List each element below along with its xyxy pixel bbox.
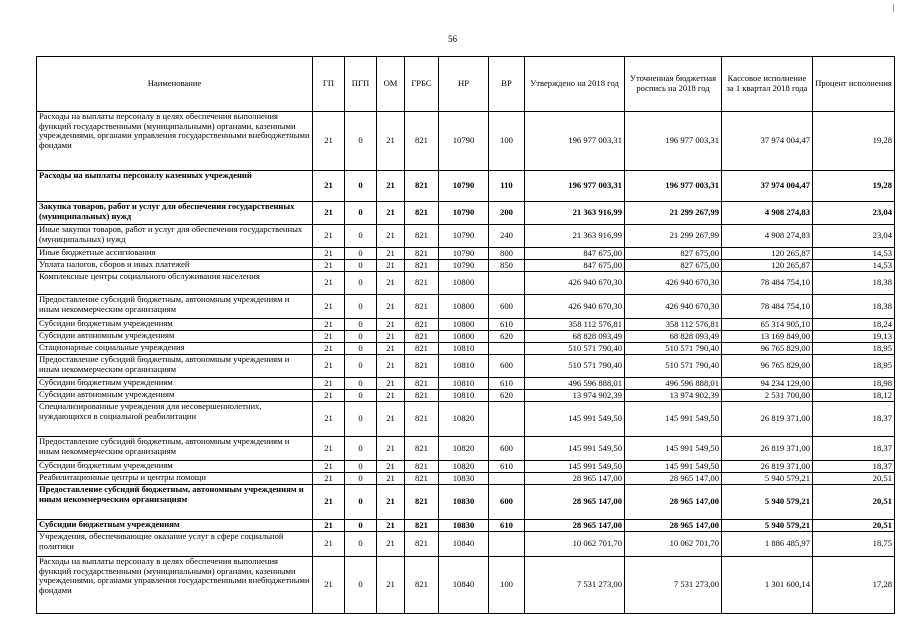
cell-approved: 145 991 549,50 — [525, 402, 625, 437]
cell-approved: 145 991 549,50 — [525, 461, 625, 473]
cell-vr — [489, 343, 525, 355]
cell-nr: 10790 — [439, 202, 489, 225]
table-row — [37, 171, 895, 202]
cell-approved: 426 940 670,30 — [525, 272, 625, 295]
cell-cash: 26 819 371,00 — [722, 402, 813, 437]
header-grbs: ГРБС — [405, 57, 439, 112]
cell-cash: 26 819 371,00 — [722, 461, 813, 473]
cell-grbs: 821 — [405, 272, 439, 295]
cell-grbs: 821 — [405, 343, 439, 355]
cell-om: 21 — [377, 355, 405, 378]
cell-pgp: 0 — [345, 331, 377, 343]
cell-approved: 68 828 093,49 — [525, 331, 625, 343]
cell-refined: 145 991 549,50 — [625, 437, 722, 461]
cell-refined: 196 977 003,31 — [625, 171, 722, 202]
cell-nr: 10800 — [439, 331, 489, 343]
cell-refined: 358 112 576,81 — [625, 319, 722, 331]
cell-om: 21 — [377, 171, 405, 202]
cell-gp: 21 — [313, 355, 345, 378]
cell-pgp: 0 — [345, 343, 377, 355]
cell-refined: 510 571 790,40 — [625, 343, 722, 355]
cell-grbs: 821 — [405, 248, 439, 260]
cell-om: 21 — [377, 272, 405, 295]
cell-om: 21 — [377, 319, 405, 331]
cell-gp: 21 — [313, 402, 345, 437]
cell-grbs: 821 — [405, 473, 439, 485]
cell-approved: 196 977 003,31 — [525, 171, 625, 202]
table-row — [37, 202, 895, 225]
table-row — [37, 112, 895, 171]
cell-cash: 96 765 829,00 — [722, 343, 813, 355]
table-row — [37, 295, 895, 319]
cell-vr: 100 — [489, 112, 525, 171]
cell-pgp: 0 — [345, 260, 377, 272]
cell-pgp: 0 — [345, 473, 377, 485]
table-header-row — [37, 57, 895, 112]
cell-gp: 21 — [313, 248, 345, 260]
header-om: ОМ — [377, 57, 405, 112]
cell-grbs: 821 — [405, 485, 439, 520]
cell-name: Субсидии бюджетным учреждениям — [37, 461, 313, 473]
cell-vr: 620 — [489, 390, 525, 402]
table-row — [37, 437, 895, 461]
cell-om: 21 — [377, 248, 405, 260]
cell-percent: 18,75 — [813, 532, 895, 557]
cell-refined: 510 571 790,40 — [625, 355, 722, 378]
cell-name: Предоставление субсидий бюджетным, автономным учреждениям и иным некоммерческим организациям — [37, 437, 313, 461]
cell-vr: 610 — [489, 461, 525, 473]
cell-approved: 13 974 902,39 — [525, 390, 625, 402]
cell-cash: 1 301 600,14 — [722, 557, 813, 614]
cell-om: 21 — [377, 202, 405, 225]
table-row — [37, 331, 895, 343]
cell-grbs: 821 — [405, 402, 439, 437]
cell-name: Субсидии автономным учреждениям — [37, 390, 313, 402]
cell-gp: 21 — [313, 485, 345, 520]
cell-cash: 5 940 579,21 — [722, 520, 813, 532]
cell-percent: 18,12 — [813, 390, 895, 402]
cell-om: 21 — [377, 295, 405, 319]
cell-gp: 21 — [313, 272, 345, 295]
table-row — [37, 520, 895, 532]
cell-percent: 23,04 — [813, 225, 895, 248]
cell-pgp: 0 — [345, 225, 377, 248]
cell-nr: 10800 — [439, 319, 489, 331]
cell-cash: 4 908 274,83 — [722, 202, 813, 225]
cell-approved: 21 363 916,99 — [525, 225, 625, 248]
cell-pgp: 0 — [345, 557, 377, 614]
cell-refined: 10 062 701,70 — [625, 532, 722, 557]
cell-gp: 21 — [313, 319, 345, 331]
cell-grbs: 821 — [405, 171, 439, 202]
cell-vr: 610 — [489, 520, 525, 532]
cell-pgp: 0 — [345, 532, 377, 557]
cell-percent: 18,37 — [813, 402, 895, 437]
cell-cash: 96 765 829,00 — [722, 355, 813, 378]
cell-cash: 26 819 371,00 — [722, 437, 813, 461]
cell-pgp: 0 — [345, 355, 377, 378]
cell-gp: 21 — [313, 260, 345, 272]
cell-approved: 28 965 147,00 — [525, 520, 625, 532]
cell-gp: 21 — [313, 343, 345, 355]
cell-grbs: 821 — [405, 260, 439, 272]
cell-pgp: 0 — [345, 390, 377, 402]
cell-nr: 10790 — [439, 248, 489, 260]
cell-name: Субсидии бюджетным учреждениям — [37, 319, 313, 331]
cell-grbs: 821 — [405, 112, 439, 171]
cell-nr: 10800 — [439, 272, 489, 295]
cell-vr: 600 — [489, 355, 525, 378]
header-cash: Кассовое исполнение за 1 квартал 2018 года — [722, 57, 813, 112]
cell-percent: 14,53 — [813, 260, 895, 272]
header-percent: Процент исполнения — [813, 57, 895, 112]
cell-approved: 21 363 916,99 — [525, 202, 625, 225]
cell-cash: 65 314 905,10 — [722, 319, 813, 331]
cell-gp: 21 — [313, 331, 345, 343]
cell-percent: 19,13 — [813, 331, 895, 343]
cell-refined: 827 675,00 — [625, 248, 722, 260]
table-row — [37, 378, 895, 390]
cell-gp: 21 — [313, 532, 345, 557]
cell-gp: 21 — [313, 473, 345, 485]
cell-approved: 496 596 888,01 — [525, 378, 625, 390]
cell-cash: 4 908 274,83 — [722, 225, 813, 248]
cell-refined: 145 991 549,50 — [625, 402, 722, 437]
table-row — [37, 225, 895, 248]
cell-vr: 610 — [489, 319, 525, 331]
cell-om: 21 — [377, 331, 405, 343]
cell-approved: 28 965 147,00 — [525, 485, 625, 520]
cell-vr: 610 — [489, 378, 525, 390]
cell-pgp: 0 — [345, 112, 377, 171]
cell-vr — [489, 402, 525, 437]
cell-grbs: 821 — [405, 520, 439, 532]
cell-om: 21 — [377, 461, 405, 473]
cell-nr: 10790 — [439, 171, 489, 202]
cell-grbs: 821 — [405, 225, 439, 248]
cell-grbs: 821 — [405, 437, 439, 461]
cell-refined: 21 299 267,99 — [625, 225, 722, 248]
cell-om: 21 — [377, 532, 405, 557]
cell-grbs: 821 — [405, 378, 439, 390]
header-gp: ГП — [313, 57, 345, 112]
cell-cash: 5 940 579,21 — [722, 485, 813, 520]
cell-cash: 94 234 129,00 — [722, 378, 813, 390]
cell-gp: 21 — [313, 461, 345, 473]
cell-pgp: 0 — [345, 378, 377, 390]
cell-approved: 358 112 576,81 — [525, 319, 625, 331]
table-row — [37, 532, 895, 557]
cell-percent: 19,28 — [813, 171, 895, 202]
cell-pgp: 0 — [345, 171, 377, 202]
budget-table — [36, 56, 895, 614]
cell-cash: 2 531 700,00 — [722, 390, 813, 402]
cell-name: Учреждения, обеспечивающие оказание услуг в сфере социальной политики — [37, 532, 313, 557]
cell-vr — [489, 473, 525, 485]
table-row — [37, 485, 895, 520]
cell-percent: 23,04 — [813, 202, 895, 225]
cell-cash: 1 886 485,97 — [722, 532, 813, 557]
cell-name: Стационарные социальные учреждения — [37, 343, 313, 355]
cell-om: 21 — [377, 378, 405, 390]
cell-percent: 20,51 — [813, 473, 895, 485]
cell-name: Комплексные центры социального обслуживания населения — [37, 272, 313, 295]
cell-approved: 10 062 701,70 — [525, 532, 625, 557]
cell-name: Иные бюджетные ассигнования — [37, 248, 313, 260]
cell-refined: 28 965 147,00 — [625, 520, 722, 532]
cell-om: 21 — [377, 260, 405, 272]
cell-refined: 196 977 003,31 — [625, 112, 722, 171]
cell-gp: 21 — [313, 202, 345, 225]
cell-vr: 620 — [489, 331, 525, 343]
cell-refined: 496 596 888,01 — [625, 378, 722, 390]
table-row — [37, 390, 895, 402]
cell-gp: 21 — [313, 171, 345, 202]
cell-refined: 7 531 273,00 — [625, 557, 722, 614]
cell-name: Реабилитационные центры и центры помощи — [37, 473, 313, 485]
cell-cash: 78 484 754,10 — [722, 295, 813, 319]
cell-vr: 600 — [489, 295, 525, 319]
page-edge-mark — [893, 4, 894, 12]
cell-grbs: 821 — [405, 355, 439, 378]
cell-pgp: 0 — [345, 295, 377, 319]
cell-nr: 10840 — [439, 557, 489, 614]
cell-refined: 28 965 147,00 — [625, 473, 722, 485]
cell-grbs: 821 — [405, 390, 439, 402]
cell-name: Специализированные учреждения для несовершеннолетних, нуждающихся в социальной реабилитации — [37, 402, 313, 437]
cell-percent: 18,38 — [813, 295, 895, 319]
cell-pgp: 0 — [345, 437, 377, 461]
cell-vr: 200 — [489, 202, 525, 225]
table-body — [37, 112, 895, 614]
cell-approved: 847 675,00 — [525, 248, 625, 260]
cell-refined: 28 965 147,00 — [625, 485, 722, 520]
cell-percent: 18,38 — [813, 272, 895, 295]
cell-gp: 21 — [313, 437, 345, 461]
cell-name: Уплата налогов, сборов и иных платежей — [37, 260, 313, 272]
cell-grbs: 821 — [405, 295, 439, 319]
cell-name: Расходы на выплаты персоналу в целях обеспечения выполнения функций государственными (муниципальными) органами, казенными учреждениями, органами управления государственными внебюджетными фондами — [37, 557, 313, 614]
cell-approved: 196 977 003,31 — [525, 112, 625, 171]
table-row — [37, 402, 895, 437]
cell-refined: 426 940 670,30 — [625, 272, 722, 295]
cell-om: 21 — [377, 402, 405, 437]
cell-name: Предоставление субсидий бюджетным, автономным учреждениям и иным некоммерческим организациям — [37, 485, 313, 520]
cell-refined: 68 828 093,49 — [625, 331, 722, 343]
cell-percent: 18,37 — [813, 437, 895, 461]
cell-approved: 145 991 549,50 — [525, 437, 625, 461]
cell-cash: 120 265,87 — [722, 248, 813, 260]
cell-gp: 21 — [313, 378, 345, 390]
cell-percent: 17,28 — [813, 557, 895, 614]
cell-om: 21 — [377, 343, 405, 355]
table-row — [37, 248, 895, 260]
cell-vr: 240 — [489, 225, 525, 248]
cell-om: 21 — [377, 112, 405, 171]
cell-name: Предоставление субсидий бюджетным, автономным учреждениям и иным некоммерческим организациям — [37, 355, 313, 378]
cell-cash: 37 974 004,47 — [722, 171, 813, 202]
cell-om: 21 — [377, 437, 405, 461]
cell-nr: 10820 — [439, 461, 489, 473]
table-row — [37, 461, 895, 473]
cell-nr: 10810 — [439, 343, 489, 355]
cell-percent: 20,51 — [813, 520, 895, 532]
cell-om: 21 — [377, 520, 405, 532]
cell-grbs: 821 — [405, 461, 439, 473]
cell-grbs: 821 — [405, 331, 439, 343]
cell-percent: 20,51 — [813, 485, 895, 520]
cell-grbs: 821 — [405, 557, 439, 614]
cell-name: Закупка товаров, работ и услуг для обеспечения государственных (муниципальных) нужд — [37, 202, 313, 225]
cell-refined: 13 974 902,39 — [625, 390, 722, 402]
cell-gp: 21 — [313, 295, 345, 319]
cell-percent: 14,53 — [813, 248, 895, 260]
header-nr: НР — [439, 57, 489, 112]
cell-vr: 110 — [489, 171, 525, 202]
cell-nr: 10800 — [439, 295, 489, 319]
cell-cash: 78 484 754,10 — [722, 272, 813, 295]
header-name: Наименование — [37, 57, 313, 112]
table-row — [37, 272, 895, 295]
cell-percent: 18,24 — [813, 319, 895, 331]
cell-refined: 21 299 267,99 — [625, 202, 722, 225]
cell-cash: 120 265,87 — [722, 260, 813, 272]
table-row — [37, 260, 895, 272]
cell-gp: 21 — [313, 390, 345, 402]
header-approved: Утверждено на 2018 год — [525, 57, 625, 112]
cell-nr: 10810 — [439, 390, 489, 402]
cell-nr: 10840 — [439, 532, 489, 557]
cell-nr: 10820 — [439, 437, 489, 461]
cell-nr: 10830 — [439, 473, 489, 485]
header-refined: Уточненная бюджетная роспись на 2018 год — [625, 57, 722, 112]
cell-nr: 10830 — [439, 485, 489, 520]
cell-pgp: 0 — [345, 272, 377, 295]
cell-vr: 850 — [489, 260, 525, 272]
cell-cash: 5 940 579,21 — [722, 473, 813, 485]
cell-vr — [489, 272, 525, 295]
cell-refined: 145 991 549,50 — [625, 461, 722, 473]
table-row — [37, 473, 895, 485]
cell-gp: 21 — [313, 557, 345, 614]
cell-name: Иные закупки товаров, работ и услуг для обеспечения государственных (муниципальных) нужд — [37, 225, 313, 248]
cell-cash: 37 974 004,47 — [722, 112, 813, 171]
cell-pgp: 0 — [345, 485, 377, 520]
cell-nr: 10830 — [439, 520, 489, 532]
cell-approved: 510 571 790,40 — [525, 343, 625, 355]
cell-gp: 21 — [313, 112, 345, 171]
cell-vr: 800 — [489, 248, 525, 260]
cell-pgp: 0 — [345, 461, 377, 473]
cell-grbs: 821 — [405, 202, 439, 225]
cell-nr: 10790 — [439, 112, 489, 171]
cell-approved: 28 965 147,00 — [525, 473, 625, 485]
cell-percent: 18,95 — [813, 343, 895, 355]
cell-om: 21 — [377, 473, 405, 485]
cell-approved: 510 571 790,40 — [525, 355, 625, 378]
cell-vr: 600 — [489, 485, 525, 520]
cell-grbs: 821 — [405, 532, 439, 557]
cell-name: Предоставление субсидий бюджетным, автономным учреждениям и иным некоммерческим организациям — [37, 295, 313, 319]
cell-om: 21 — [377, 557, 405, 614]
cell-name: Субсидии бюджетным учреждениям — [37, 520, 313, 532]
cell-cash: 13 169 849,00 — [722, 331, 813, 343]
cell-grbs: 821 — [405, 319, 439, 331]
cell-name: Субсидии автономным учреждениям — [37, 331, 313, 343]
cell-pgp: 0 — [345, 402, 377, 437]
cell-vr — [489, 532, 525, 557]
cell-approved: 847 675,00 — [525, 260, 625, 272]
table-row — [37, 557, 895, 614]
cell-pgp: 0 — [345, 520, 377, 532]
cell-approved: 426 940 670,30 — [525, 295, 625, 319]
table-row — [37, 355, 895, 378]
cell-om: 21 — [377, 225, 405, 248]
cell-percent: 18,37 — [813, 461, 895, 473]
cell-om: 21 — [377, 485, 405, 520]
cell-nr: 10790 — [439, 225, 489, 248]
cell-pgp: 0 — [345, 319, 377, 331]
cell-name: Расходы на выплаты персоналу в целях обеспечения выполнения функций государственными (муниципальными) органами, казенными учреждениями, органами управления государственными внебюджетными фондами — [37, 112, 313, 171]
cell-gp: 21 — [313, 520, 345, 532]
table-row — [37, 319, 895, 331]
cell-pgp: 0 — [345, 248, 377, 260]
cell-refined: 426 940 670,30 — [625, 295, 722, 319]
cell-name: Расходы на выплаты персоналу казенных учреждений — [37, 171, 313, 202]
cell-name: Субсидии бюджетным учреждениям — [37, 378, 313, 390]
cell-vr: 600 — [489, 437, 525, 461]
cell-om: 21 — [377, 390, 405, 402]
cell-vr: 100 — [489, 557, 525, 614]
cell-percent: 18,95 — [813, 355, 895, 378]
cell-nr: 10820 — [439, 402, 489, 437]
cell-percent: 19,28 — [813, 112, 895, 171]
cell-nr: 10790 — [439, 260, 489, 272]
cell-nr: 10810 — [439, 378, 489, 390]
table-row — [37, 343, 895, 355]
cell-refined: 827 675,00 — [625, 260, 722, 272]
cell-pgp: 0 — [345, 202, 377, 225]
cell-percent: 18,98 — [813, 378, 895, 390]
cell-nr: 10810 — [439, 355, 489, 378]
cell-approved: 7 531 273,00 — [525, 557, 625, 614]
header-pgp: ПГП — [345, 57, 377, 112]
cell-gp: 21 — [313, 225, 345, 248]
page-number: 56 — [448, 34, 457, 44]
header-vr: ВР — [489, 57, 525, 112]
